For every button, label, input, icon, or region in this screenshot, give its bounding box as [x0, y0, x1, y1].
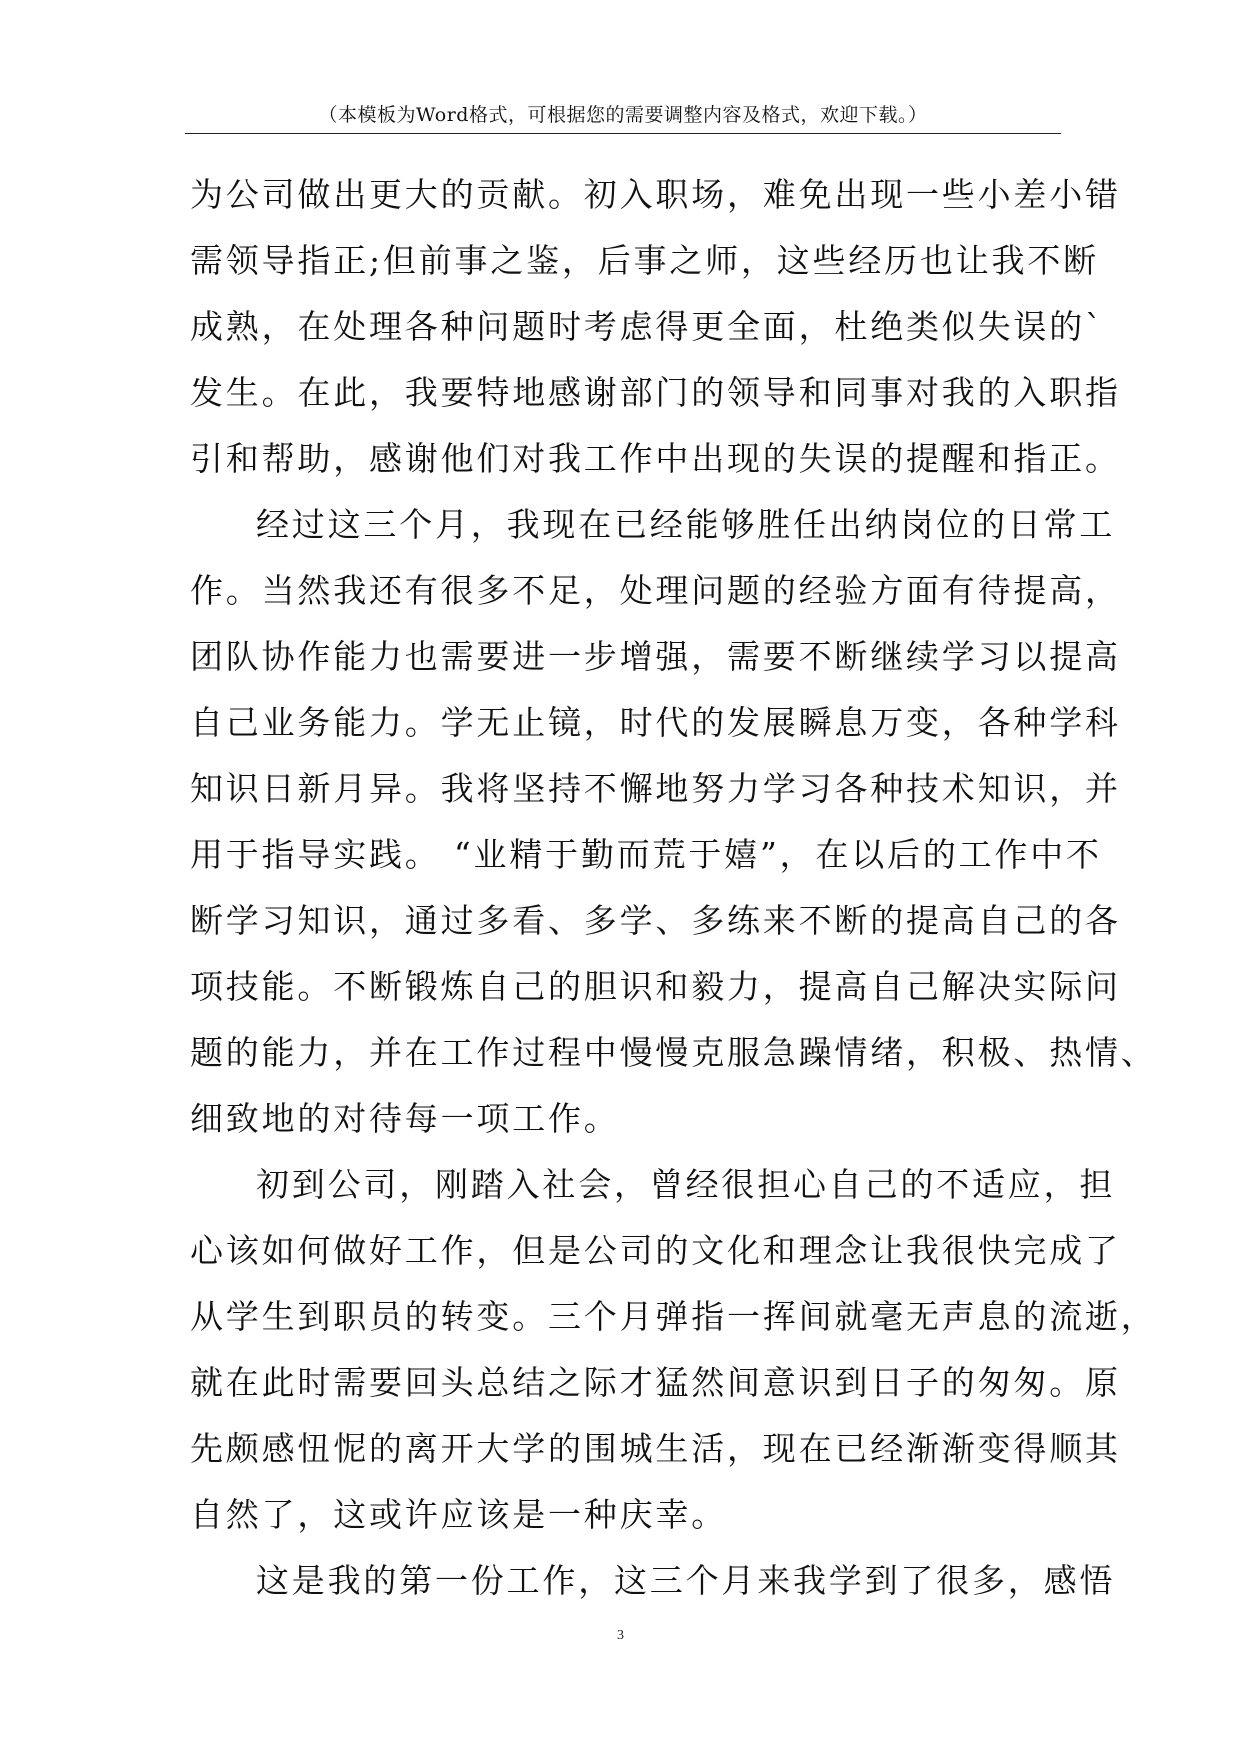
paragraph-line: 题的能力，并在工作过程中慢慢克服急躁情绪，积极、热情、 — [190, 1033, 1157, 1072]
header-divider — [185, 133, 1061, 134]
paragraph-line: 作。当然我还有很多不足，处理问题的经验方面有待提高， — [190, 571, 1121, 610]
page-header-note: （本模板为Word格式，可根据您的需要调整内容及格式，欢迎下载。） — [318, 104, 928, 126]
paragraph-first-line: 经过这三个月，我现在已经能够胜任出纳岗位的日常工 — [256, 505, 1116, 544]
paragraph-line: 心该如何做好工作，但是公司的文化和理念让我很快完成了 — [190, 1231, 1121, 1270]
paragraph-line: 断学习知识，通过多看、多学、多练来不断的提高自己的各 — [190, 901, 1121, 940]
paragraph-line: 成熟，在处理各种问题时考虑得更全面，杜绝类似失误的` — [190, 307, 1105, 346]
paragraph-first-line: 初到公司，刚踏入社会，曾经很担心自己的不适应，担 — [256, 1165, 1116, 1204]
paragraph-line: 引和帮助，感谢他们对我工作中出现的失误的提醒和指正。 — [190, 439, 1121, 478]
paragraph-first-line: 这是我的第一份工作，这三个月来我学到了很多，感悟 — [256, 1561, 1116, 1600]
paragraph-line: 细致地的对待每一项工作。 — [190, 1099, 620, 1138]
paragraph-line: 先颇感忸怩的离开大学的围城生活，现在已经渐渐变得顺其 — [190, 1429, 1121, 1468]
page-number: 3 — [617, 1628, 624, 1643]
body-text — [190, 162, 1157, 1614]
paragraph-line: 自己业务能力。学无止镜，时代的发展瞬息万变，各种学科 — [190, 703, 1121, 742]
paragraph-line: 发生。在此，我要特地感谢部门的领导和同事对我的入职指 — [190, 373, 1121, 412]
paragraph-line: 为公司做出更大的贡献。初入职场，难免出现一些小差小错 — [190, 175, 1121, 214]
paragraph-line: 需领导指正;但前事之鉴，后事之师，这些经历也让我不断 — [190, 241, 1099, 280]
paragraph-line: 自然了，这或许应该是一种庆幸。 — [190, 1495, 727, 1534]
paragraph-line: 用于指导实践。 “业精于勤而荒于嬉”，在以后的工作中不 — [190, 835, 1102, 874]
paragraph-line: 知识日新月异。我将坚持不懈地努力学习各种技术知识，并 — [190, 769, 1121, 808]
paragraph-line: 从学生到职员的转变。三个月弹指一挥间就毫无声息的流逝， — [190, 1297, 1157, 1336]
paragraph-line: 项技能。不断锻炼自己的胆识和毅力，提高自己解决实际问 — [190, 967, 1121, 1006]
paragraph-line: 就在此时需要回头总结之际才猛然间意识到日子的匆匆。原 — [190, 1363, 1121, 1402]
paragraph-line: 团队协作能力也需要进一步增强，需要不断继续学习以提高 — [190, 637, 1121, 676]
